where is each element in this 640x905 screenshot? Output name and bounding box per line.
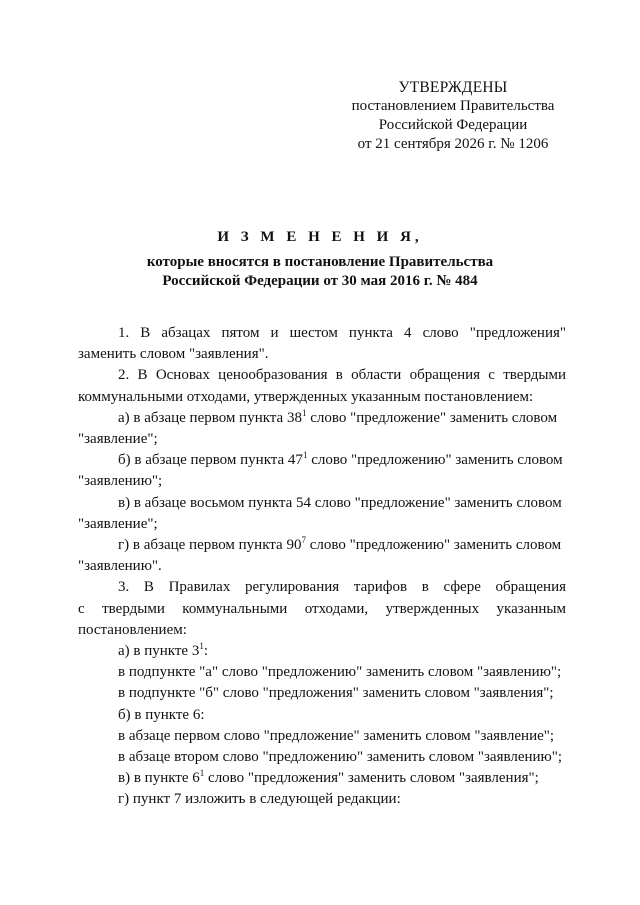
paragraph-line: 2. В Основах ценообразования в области обращения с твердыми [118,367,566,384]
list-item: в подпункте "б" слово "предложения" заменить словом "заявления"; [118,685,554,702]
paragraph-line: с твердыми коммунальными отходами, утвержденных указанным [78,600,566,617]
approval-stamp [338,78,568,154]
list-item: в абзаце первом слово "предложение" заменить словом "заявление"; [118,727,555,744]
list-item: г) в абзаце первом пункта $90^7$ слово "предложению" заменить словом [118,535,562,554]
list-item: в) в абзаце восьмом пункта 54 слово "предложение" заменить словом [118,494,562,511]
approved-label: УТВЕРЖДЕНЫ [398,79,508,96]
paragraph-line: коммунальными отходами, утвержденных указанным постановлением: [78,388,534,405]
approval-line: Российской Федерации [378,117,528,133]
list-item: б) в абзаце первом пункта $47^1$ слово "предложению" заменить словом [118,450,563,469]
list-item: б) в пункте 6: [118,706,205,723]
document-body [78,323,566,811]
list-item: в подпункте "а" слово "предложению" заменить словом "заявлению"; [118,664,562,681]
document-title [60,228,580,291]
doc-subtitle: Российской Федерации от 30 мая 2016 г. № 484 [162,273,478,289]
paragraph-line: 3. В Правилах регулирования тарифов в сфере обращения [118,579,566,596]
list-item: а) в абзаце первом пункта $38^1$ слово "предложение" заменить словом [118,407,558,426]
doc-subtitle: которые вносятся в постановление Правительства [146,254,494,270]
paragraph-line: "заявлению"; [78,473,163,490]
list-item: г) пункт 7 изложить в следующей редакции: [118,791,401,808]
paragraph-line: "заявление"; [78,515,158,532]
paragraph-line: 1. В абзацах пятом и шестом пункта 4 слово "предложения" [118,325,566,341]
paragraph-line: постановлением: [78,621,187,638]
list-item: в абзаце втором слово "предложению" заменить словом "заявлению"; [118,749,563,766]
doc-heading: И З М Е Н Е Н И Я, [217,229,423,245]
approval-line: от 21 сентября 2026 г. № 1206 [357,136,549,152]
paragraph-line: заменить словом "заявления". [78,346,269,363]
list-item: в) в пункте $6^1$ слово "предложения" заменить словом "заявления"; [118,768,539,787]
paragraph-line: "заявлению". [78,558,162,575]
list-item: а) в пункте $3^1$: [118,641,209,660]
paragraph-line: "заявление"; [78,431,158,448]
approval-line: постановлением Правительства [351,98,555,114]
